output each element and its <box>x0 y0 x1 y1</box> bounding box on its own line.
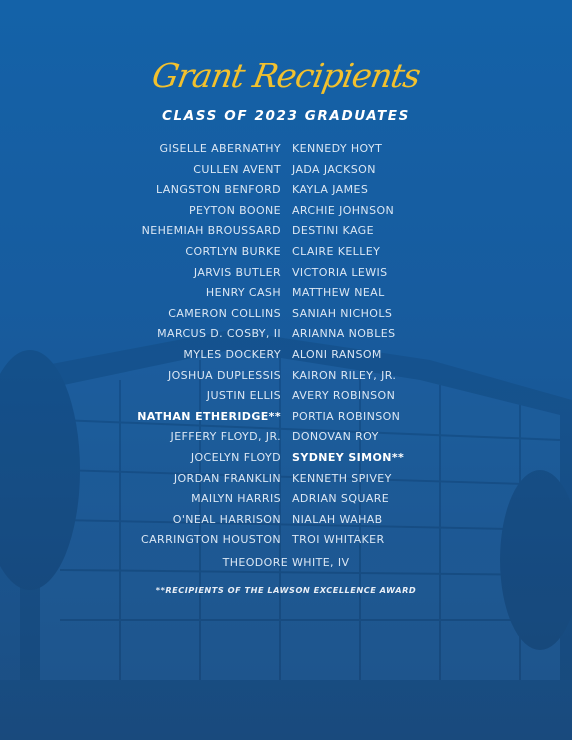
name-row <box>0 345 572 366</box>
name-row <box>0 221 572 242</box>
recipient-name: LANGSTON BENFORD <box>156 183 281 197</box>
recipient-name: GISELLE ABERNATHY <box>159 142 281 155</box>
recipient-name: SANIAH NICHOLS <box>292 306 393 320</box>
name-row <box>0 180 572 201</box>
recipient-name: JUSTIN ELLIS <box>206 389 281 403</box>
recipient-name: MAILYN HARRIS <box>191 492 281 506</box>
recipient-name: CULLEN AVENT <box>193 162 281 176</box>
recipient-name: CORTLYN BURKE <box>185 244 281 258</box>
name-row <box>0 510 572 531</box>
recipient-name: KAYLA JAMES <box>292 183 369 197</box>
recipient-name: JOSHUA DUPLESSIS <box>167 368 281 382</box>
final-name: THEODORE WHITE, IV <box>222 556 350 569</box>
recipient-name: NEHEMIAH BROUSSARD <box>141 224 281 238</box>
name-row <box>0 386 572 407</box>
recipient-name: KAIRON RILEY, JR. <box>292 368 397 382</box>
recipient-name: DESTINI KAGE <box>292 224 374 238</box>
recipient-name: PORTIA ROBINSON <box>292 409 401 423</box>
recipient-name: JEFFERY FLOYD, JR. <box>170 430 281 444</box>
class-subtitle: CLASS OF 2023 GRADUATES <box>162 108 410 124</box>
recipient-name: DONOVAN ROY <box>292 430 379 444</box>
recipient-name: KENNEDY HOYT <box>292 142 383 155</box>
recipient-name: ARCHIE JOHNSON <box>292 203 395 217</box>
name-row <box>0 242 572 263</box>
recipient-name: JARVIS BUTLER <box>193 265 281 279</box>
recipient-name: MARCUS D. COSBY, II <box>157 327 281 341</box>
page-title: Grant Recipients <box>149 56 423 95</box>
name-row <box>0 530 572 551</box>
recipient-name: JOCELYN FLOYD <box>190 450 281 464</box>
name-row <box>0 407 572 428</box>
recipient-name: JADA JACKSON <box>292 162 376 176</box>
recipient-name: ARIANNA NOBLES <box>292 327 396 341</box>
footnote: **RECIPIENTS OF THE LAWSON EXCELLENCE AWARD <box>155 585 417 595</box>
recipient-name: CLAIRE KELLEY <box>292 244 381 258</box>
recipient-name: MATTHEW NEAL <box>292 286 385 300</box>
name-row <box>0 324 572 345</box>
recipient-name: TROI WHITAKER <box>292 533 385 547</box>
recipient-name-award: SYDNEY SIMON** <box>292 450 405 464</box>
recipient-name: ALONI RANSOM <box>292 347 382 361</box>
name-row <box>0 489 572 510</box>
recipient-name: ADRIAN SQUARE <box>292 492 390 506</box>
name-row <box>0 201 572 222</box>
name-row <box>0 263 572 284</box>
recipient-name: NIALAH WAHAB <box>292 512 383 526</box>
recipient-name: MYLES DOCKERY <box>183 347 281 361</box>
name-row <box>0 366 572 387</box>
recipient-name: CARRINGTON HOUSTON <box>141 533 281 547</box>
recipient-name: CAMERON COLLINS <box>168 306 281 320</box>
name-row <box>0 427 572 448</box>
name-row <box>0 160 572 181</box>
name-row <box>0 139 572 160</box>
recipient-name: JORDAN FRANKLIN <box>173 471 281 485</box>
recipient-name: PEYTON BOONE <box>188 203 281 217</box>
name-row <box>0 448 572 469</box>
recipient-name: AVERY ROBINSON <box>292 389 396 403</box>
recipient-name: KENNETH SPIVEY <box>292 471 392 485</box>
name-row <box>0 469 572 490</box>
name-row <box>0 304 572 325</box>
name-row <box>0 283 572 304</box>
recipient-name: HENRY CASH <box>205 286 281 300</box>
recipient-name-award: NATHAN ETHERIDGE** <box>137 409 281 423</box>
recipient-name: O'NEAL HARRISON <box>172 512 281 526</box>
recipient-name: VICTORIA LEWIS <box>292 265 388 279</box>
name-list <box>0 139 572 551</box>
